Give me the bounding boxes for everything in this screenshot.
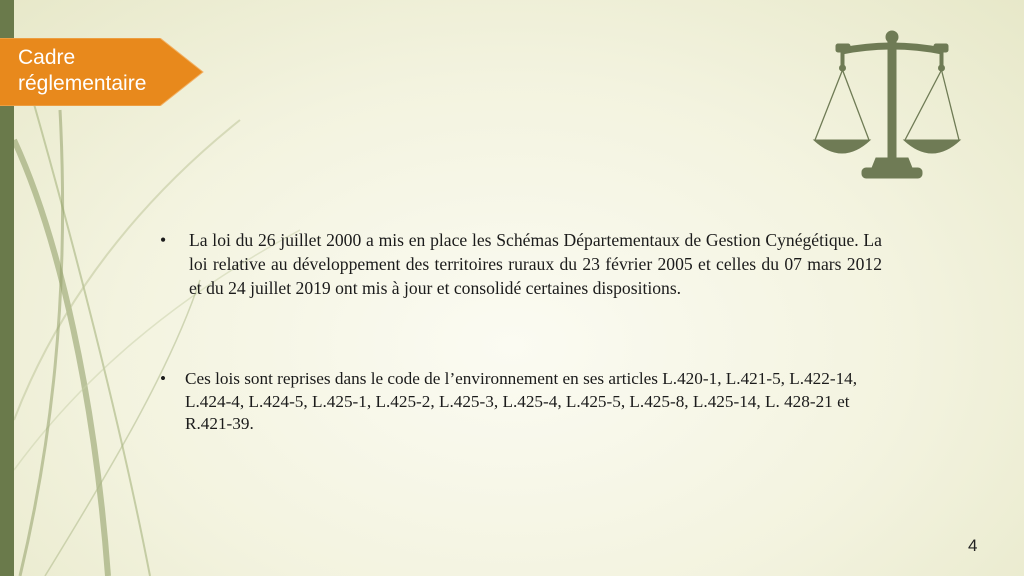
bullet-item-1	[160, 228, 882, 300]
bullet-marker: •	[160, 230, 167, 250]
bullet-item-2	[160, 368, 865, 436]
scales-of-justice-icon	[812, 28, 972, 183]
bullet-text: Ces lois sont reprises dans le code de l’environnement en ses articles L.420-1, L.421-5, L.422-14, L.424-4, L.424-5, L.425-1, L.425-2, L.425-3, L.425-4, L.425-5, L.425-8, L.425-14, L. 428-21 et R.421-39.	[185, 369, 858, 433]
section-title: Cadre réglementaire	[18, 46, 147, 95]
bullet-text: La loi du 26 juillet 2000 a mis en place les Schémas Départementaux de Gestion Cynégétique. La loi relative au développement des territoires ruraux du 23 février 2005 et celles du 07 mars 2012 et du 24 juillet 2019 ont mis à jour et consolidé certaines dispositions.	[189, 230, 882, 298]
bullet-marker: •	[160, 369, 167, 388]
page-number: 4	[968, 536, 978, 555]
